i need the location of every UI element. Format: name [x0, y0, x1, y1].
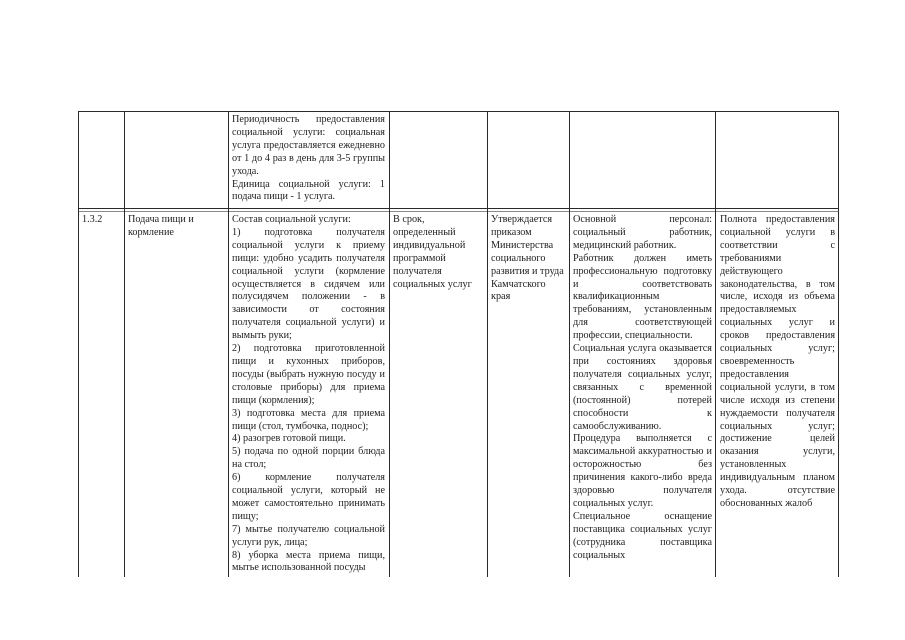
row-divider — [78, 208, 839, 209]
service-term: В срок, определенный индивидуальной программой получателя социальных услуг — [393, 214, 472, 290]
description-heading: Состав социальной услуги: — [232, 214, 351, 225]
service-description-cell — [232, 214, 385, 576]
description-step: 7) мытье получателю социальной услуги рук, лица; — [232, 523, 385, 548]
service-quality: Полнота предоставления социальной услуги в соответствии с требованиями действующего законодательства, в том числе, исходя из объема предоставляемых социальных услуг и сроков предоставления социальных услуг; своевременность предоставления социальной услуги, в том числе исходя из степени нуждаемости получателя социальных услуг; достижение целей оказания услуги, установленных индивидуальным планом ухода. отсутствие обоснованных жалоб — [720, 214, 835, 509]
table-right-border — [838, 111, 839, 577]
column-divider — [715, 111, 716, 577]
conditions-indication: Социальная услуга оказывается при состояниях здоровья получателя социальных услуг, связанных с временной (постоянной) потерей способности к самообслуживанию. — [573, 343, 712, 432]
continuation-unit: Единица социальной услуги: 1 подача пищи - 1 услуга. — [232, 178, 385, 203]
service-name: Подача пищи и кормление — [128, 214, 194, 238]
description-step: 4) разогрев готовой пищи. — [232, 433, 346, 445]
column-divider — [228, 111, 229, 577]
description-step: 5) подача по одной порции блюда на стол; — [232, 446, 385, 471]
continuation-periodicity: Периодичность предоставления социальной услуги: социальная услуга предоставляется ежедневно от 1 до 4 раз в день для 3-5 группы ухода. — [232, 114, 385, 177]
column-divider — [124, 111, 125, 577]
table-left-border — [78, 111, 79, 577]
column-divider — [487, 111, 488, 577]
service-quality-cell — [720, 214, 835, 511]
table-top-border — [78, 111, 839, 112]
row-divider-inner — [78, 211, 839, 212]
conditions-procedure: Процедура выполняется с максимальной аккуратностью и осторожностью без причинения какого-либо вреда здоровью получателя социальных услуг. — [573, 433, 712, 509]
continuation-description-cell — [232, 114, 385, 206]
conditions-equipment: Специальное оснащение поставщика социальных услуг (сотрудника поставщика социальных — [573, 510, 712, 561]
column-divider — [389, 111, 390, 577]
service-number-cell — [82, 214, 122, 227]
description-step: 1) подготовка получателя социальной услуги к приему пищи: удобно усадить получателя социальной услуги (кормление осуществляется в сидячем или полусидячем положении - в зависимости от состояния получателя социальной услуги) и вымыть руки; — [232, 226, 385, 342]
conditions-staff: Основной персонал: социальный работник, медицинский работник. — [573, 214, 712, 251]
service-term-cell — [393, 214, 485, 291]
description-step: 6) кормление получателя социальной услуги, который не может самостоятельно принимать пищу; — [232, 472, 385, 522]
column-divider — [569, 111, 570, 577]
service-conditions-cell — [573, 214, 712, 576]
service-tariff-cell — [491, 214, 567, 304]
description-step: 2) подготовка приготовленной пищи и кухонных приборов, посуды (выбрать нужную посуду и столовые приборы) для приема пищи (кормления); — [232, 343, 385, 406]
conditions-qualification: Работник должен иметь профессиональную подготовку и соответствовать квалификационным требованиям, установленным для соответствующей профессии, специальности. — [573, 252, 712, 342]
description-step: 3) подготовка места для приема пищи (стол, тумбочка, поднос); — [232, 407, 385, 432]
service-number: 1.3.2 — [82, 214, 103, 225]
description-step: 8) уборка места приема пищи, мытье использованной посуды — [232, 549, 385, 574]
service-name-cell — [128, 214, 225, 240]
service-tariff: Утверждается приказом Министерства социального развития и труда Камчатского края — [491, 214, 564, 303]
